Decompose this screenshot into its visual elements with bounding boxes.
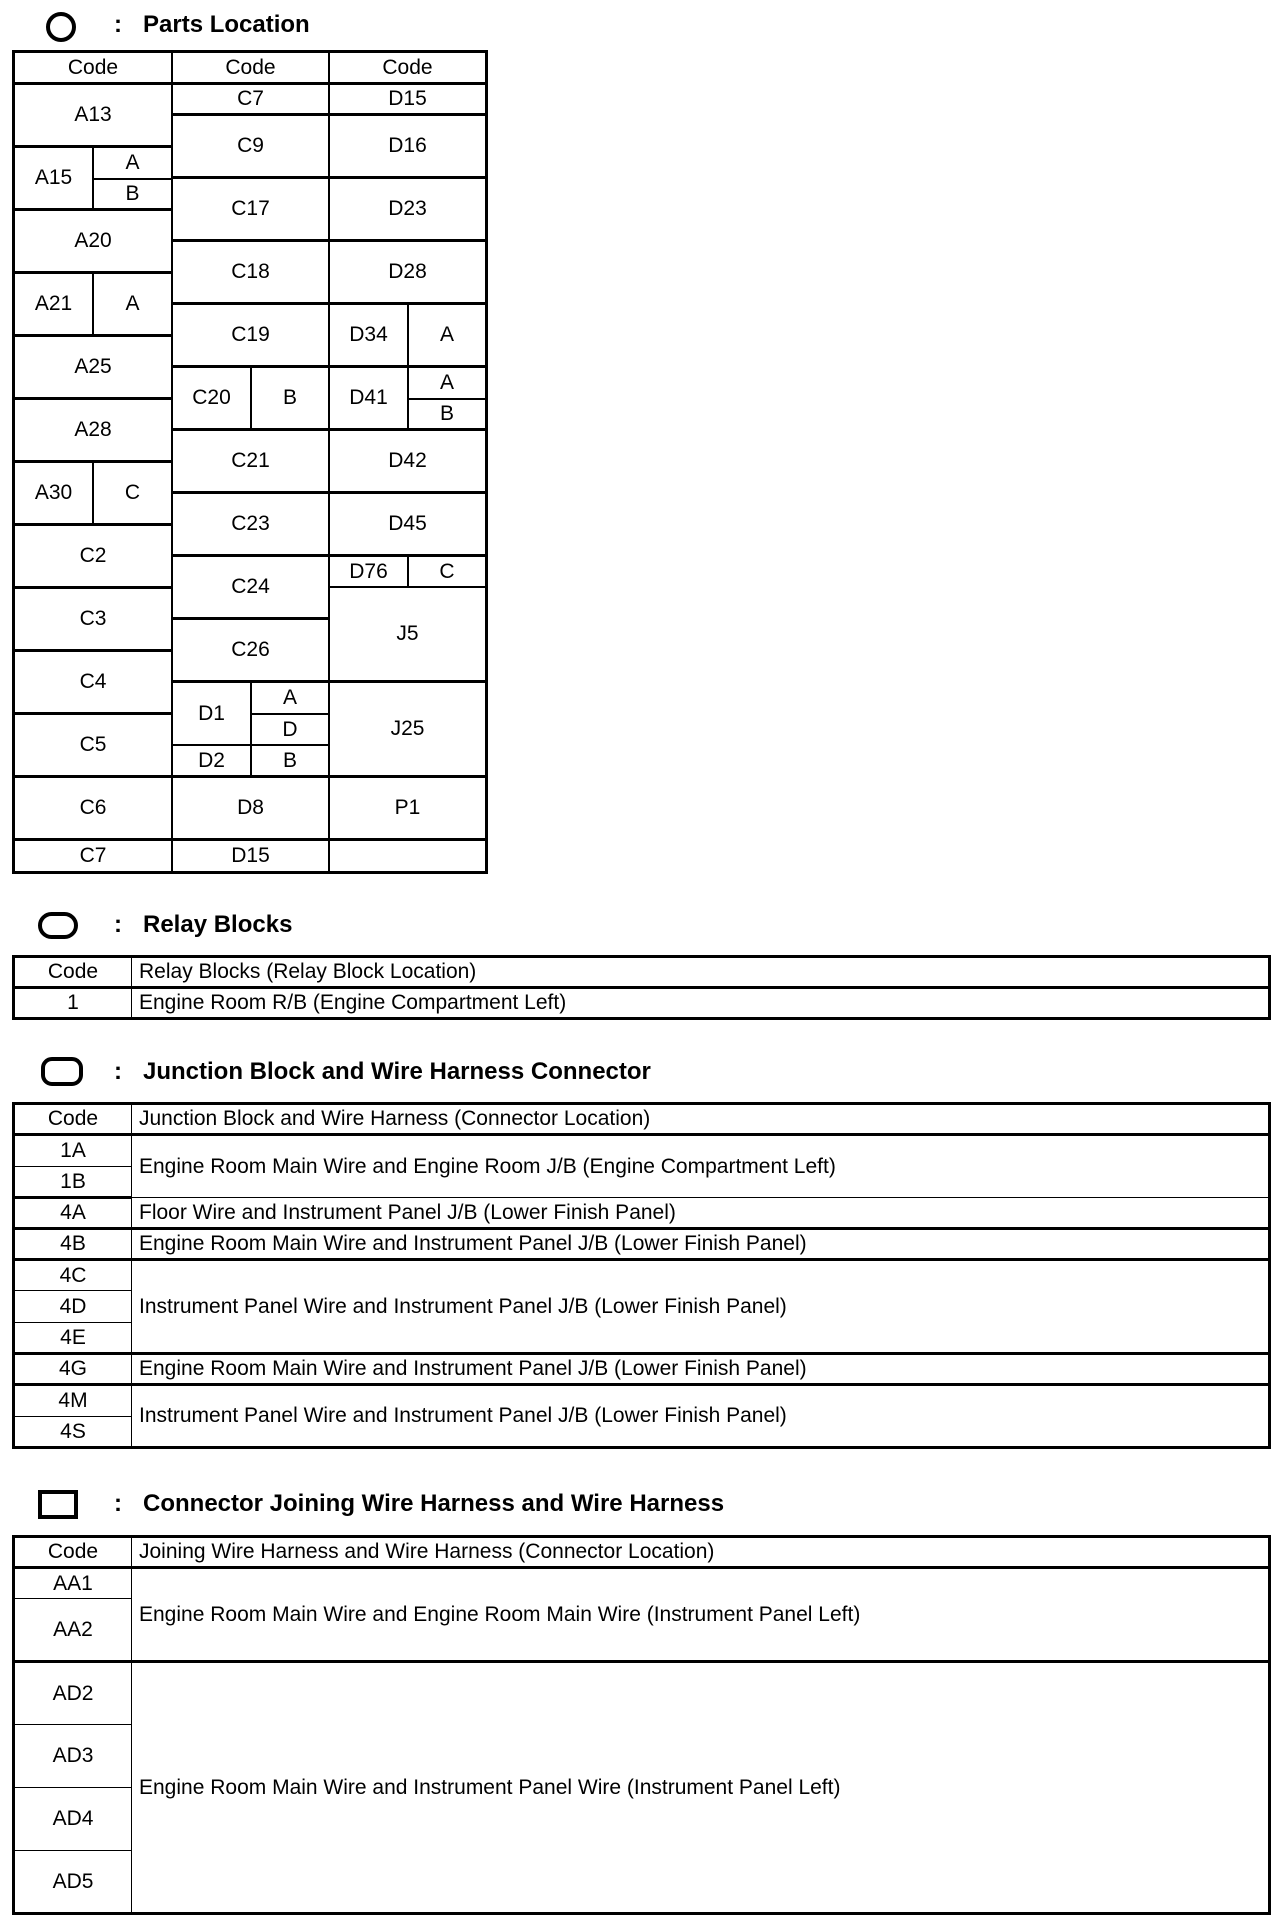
grid-cell: D41	[330, 368, 409, 431]
table-row	[14, 988, 1270, 1019]
grid-cell: A	[409, 368, 485, 400]
row-desc: Engine Room Main Wire and Instrument Panel J/B (Lower Finish Panel)	[132, 1354, 1270, 1385]
row-desc: Instrument Panel Wire and Instrument Panel J/B (Lower Finish Panel)	[132, 1260, 1270, 1354]
row-desc: Engine Room R/B (Engine Compartment Left)	[132, 988, 1270, 1019]
row-code: 4B	[14, 1229, 132, 1260]
grid-cell: C23	[173, 494, 330, 557]
row-code: 1A	[14, 1135, 132, 1167]
table-row	[14, 1385, 1270, 1417]
grid-header: Code	[330, 53, 485, 85]
grid-cell: D1	[173, 683, 252, 746]
grid-cell: D28	[330, 242, 485, 305]
grid-cell: C9	[173, 116, 330, 179]
grid-cell: C19	[173, 305, 330, 368]
grid-cell: D15	[173, 841, 330, 871]
grid-cell: A30	[15, 463, 94, 526]
grid-cell: C7	[15, 841, 173, 871]
grid-cell: C24	[173, 557, 330, 620]
grid-cell: D34	[330, 305, 409, 368]
header-desc: Relay Blocks (Relay Block Location)	[132, 957, 1270, 988]
connector-joining-table	[12, 1535, 1271, 1915]
row-code: 4G	[14, 1354, 132, 1385]
circle-symbol-icon	[46, 12, 76, 42]
header-code: Code	[14, 1537, 132, 1568]
row-code: 4S	[14, 1417, 132, 1448]
grid-cell: C18	[173, 242, 330, 305]
grid-cell: D16	[330, 116, 485, 179]
grid-cell: C4	[15, 652, 173, 715]
grid-cell: B	[252, 368, 330, 431]
grid-cell: D23	[330, 179, 485, 242]
row-desc: Instrument Panel Wire and Instrument Panel J/B (Lower Finish Panel)	[132, 1385, 1270, 1448]
row-code: AD4	[14, 1788, 132, 1851]
grid-cell: C7	[173, 85, 330, 116]
table-header-row	[14, 1537, 1270, 1568]
grid-cell: D	[252, 715, 330, 746]
grid-cell: B	[409, 400, 485, 431]
grid-cell: A	[94, 274, 173, 337]
table-row	[14, 1568, 1270, 1599]
grid-cell: A21	[15, 274, 94, 337]
section-colon: :	[114, 1490, 122, 1517]
grid-cell: C17	[173, 179, 330, 242]
table-header-row	[14, 957, 1270, 988]
relay-blocks-title: Relay Blocks	[143, 911, 293, 938]
table-row	[14, 1354, 1270, 1385]
grid-cell: B	[252, 746, 330, 778]
rounded-rectangle-symbol-icon	[41, 1057, 83, 1086]
row-code: AA2	[14, 1599, 132, 1662]
grid-cell: B	[94, 180, 173, 211]
header-desc: Joining Wire Harness and Wire Harness (Connector Location)	[132, 1537, 1270, 1568]
grid-cell: J25	[330, 683, 485, 778]
row-code: AA1	[14, 1568, 132, 1599]
parts-location-title: Parts Location	[143, 11, 310, 38]
header-desc: Junction Block and Wire Harness (Connector Location)	[132, 1104, 1270, 1135]
grid-cell: A25	[15, 337, 173, 400]
grid-cell: D2	[173, 746, 252, 778]
table-row	[14, 1662, 1270, 1725]
grid-cell: C21	[173, 431, 330, 494]
table-row	[14, 1260, 1270, 1291]
square-symbol-icon	[38, 1490, 78, 1519]
rounded-oval-symbol-icon	[38, 912, 78, 939]
grid-cell-empty	[330, 841, 485, 871]
grid-cell: A15	[15, 148, 94, 211]
section-colon: :	[114, 911, 122, 938]
grid-cell: D8	[173, 778, 330, 841]
grid-cell: A	[409, 305, 485, 368]
row-desc: Engine Room Main Wire and Engine Room J/B (Engine Compartment Left)	[132, 1135, 1270, 1198]
parts-location-grid	[12, 50, 488, 874]
row-code: 4C	[14, 1260, 132, 1291]
table-row	[14, 1135, 1270, 1167]
grid-cell: A28	[15, 400, 173, 463]
header-code: Code	[14, 957, 132, 988]
grid-cell: D42	[330, 431, 485, 494]
row-code: AD2	[14, 1662, 132, 1725]
grid-cell: P1	[330, 778, 485, 841]
grid-cell: J5	[330, 588, 485, 683]
grid-cell: C20	[173, 368, 252, 431]
grid-header: Code	[15, 53, 173, 85]
grid-cell: A13	[15, 85, 173, 148]
grid-cell: C5	[15, 715, 173, 778]
grid-cell: D76	[330, 557, 409, 588]
row-desc: Engine Room Main Wire and Instrument Panel Wire (Instrument Panel Left)	[132, 1662, 1270, 1914]
table-row	[14, 1229, 1270, 1260]
junction-block-table	[12, 1102, 1271, 1449]
row-desc: Engine Room Main Wire and Instrument Panel J/B (Lower Finish Panel)	[132, 1229, 1270, 1260]
connector-joining-title: Connector Joining Wire Harness and Wire Harness	[143, 1490, 725, 1517]
row-code: 4A	[14, 1198, 132, 1229]
grid-cell: A	[252, 683, 330, 715]
row-code: AD3	[14, 1725, 132, 1788]
row-code: AD5	[14, 1851, 132, 1914]
grid-cell: C	[409, 557, 485, 588]
row-code: 1B	[14, 1167, 132, 1198]
grid-cell: C26	[173, 620, 330, 683]
grid-cell: C3	[15, 589, 173, 652]
row-desc: Engine Room Main Wire and Engine Room Main Wire (Instrument Panel Left)	[132, 1568, 1270, 1662]
grid-cell: D15	[330, 85, 485, 116]
row-code: 4M	[14, 1385, 132, 1417]
relay-blocks-table	[12, 955, 1271, 1020]
table-header-row	[14, 1104, 1270, 1135]
grid-cell: A	[94, 148, 173, 180]
header-code: Code	[14, 1104, 132, 1135]
grid-cell: D45	[330, 494, 485, 557]
junction-block-title: Junction Block and Wire Harness Connector	[143, 1058, 651, 1085]
table-row	[14, 1198, 1270, 1229]
row-code: 1	[14, 988, 132, 1019]
row-code: 4D	[14, 1291, 132, 1323]
grid-cell: C6	[15, 778, 173, 841]
grid-cell: A20	[15, 211, 173, 274]
row-desc: Floor Wire and Instrument Panel J/B (Lower Finish Panel)	[132, 1198, 1270, 1229]
row-code: 4E	[14, 1323, 132, 1354]
section-colon: :	[114, 1058, 122, 1085]
grid-cell: C	[94, 463, 173, 526]
grid-cell: C2	[15, 526, 173, 589]
section-colon: :	[114, 11, 122, 38]
grid-header: Code	[173, 53, 330, 85]
